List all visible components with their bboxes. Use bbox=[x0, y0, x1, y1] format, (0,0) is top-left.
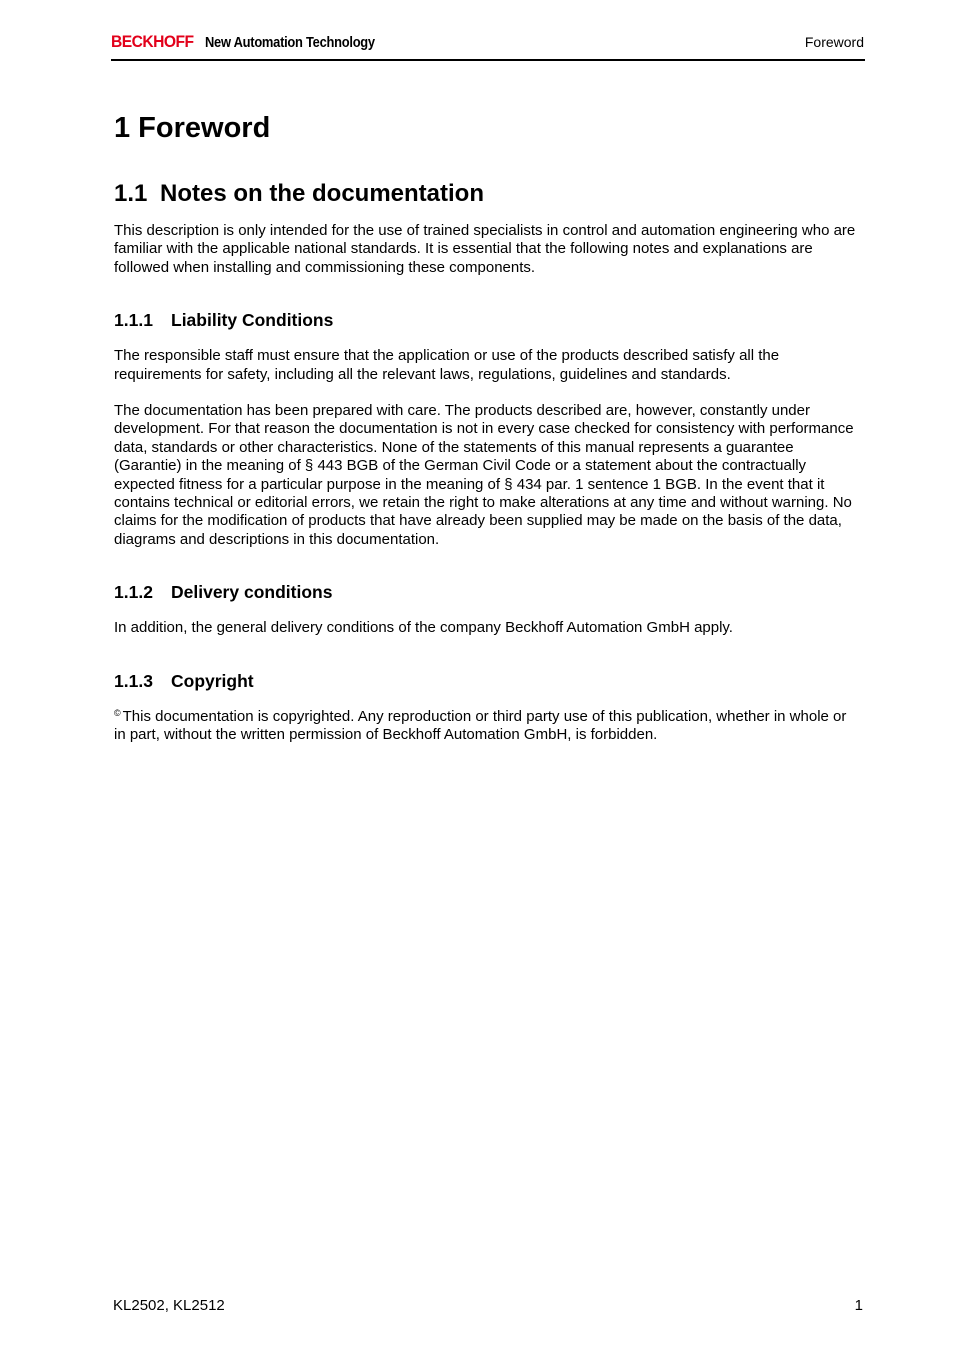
subsection-title: Copyright bbox=[171, 670, 254, 691]
subsection-number: 1.1.3 bbox=[114, 670, 153, 691]
section-title: Notes on the documentation bbox=[160, 180, 484, 207]
subsection-number: 1.1.1 bbox=[114, 310, 153, 331]
section-number: 1.1 bbox=[114, 180, 148, 207]
copyright-text: This documentation is copyrighted. Any reproduction or third party use of this publication, whether in whole or in part, without the written permission of Beckhoff Automation GmbH, is forbidden. bbox=[114, 707, 847, 744]
notes-paragraph: This description is only intended for the use of trained specialists in control and automation engineering who are familiar with the applicable national standards. It is essential that the following notes and explanations are followed when installing and commissioning these components. bbox=[114, 222, 856, 276]
subsection-heading-delivery bbox=[114, 581, 862, 603]
chapter-title: 1 Foreword bbox=[114, 112, 271, 144]
page-header bbox=[111, 30, 865, 61]
beckhoff-logo bbox=[111, 32, 402, 53]
footer-product-name: KL2502, KL2512 bbox=[113, 1297, 225, 1314]
subsection-number: 1.1.2 bbox=[114, 582, 153, 603]
footer-page-number: 1 bbox=[854, 1297, 863, 1314]
section-heading-notes bbox=[114, 179, 862, 209]
copyright-paragraph bbox=[114, 708, 862, 745]
subsection-heading-liability bbox=[114, 309, 862, 331]
subsection-title: Delivery conditions bbox=[171, 582, 333, 603]
subsection-heading-copyright bbox=[114, 670, 862, 692]
copyright-symbol: © bbox=[114, 707, 121, 718]
delivery-paragraph: In addition, the general delivery conditions of the company Beckhoff Automation GmbH apply. bbox=[114, 619, 733, 637]
liability-paragraph-2: The documentation has been prepared with care. The products described are, however, constantly under development. For that reason the documentation is not in every case checked for consistency with performance data, standards or other characteristics. None of the statements of this manual represents a guarantee (Garantie) in the meaning of § 443 BGB of the German Civil Code or a statement about the contractually expected fitness for a particular purpose in the meaning of § 434 par. 1 sentence 1 BGB. In the event that it contains technical or editorial errors, we retain the right to make alterations at any time and without warning. No claims for the modification of products that have already been supplied may be made on the basis of the data, diagrams and descriptions in this documentation. bbox=[114, 402, 854, 548]
header-section-title: Foreword bbox=[804, 34, 864, 50]
subsection-title: Liability Conditions bbox=[171, 310, 334, 331]
logo-tagline: New Automation Technology bbox=[204, 34, 375, 51]
liability-paragraph-1: The responsible staff must ensure that the application or use of the products described satisfy all the requirements for safety, including all the relevant laws, regulations, guidelines and standards. bbox=[114, 347, 780, 383]
page-content bbox=[114, 110, 862, 745]
logo-brand: BECKHOFF bbox=[111, 32, 194, 51]
